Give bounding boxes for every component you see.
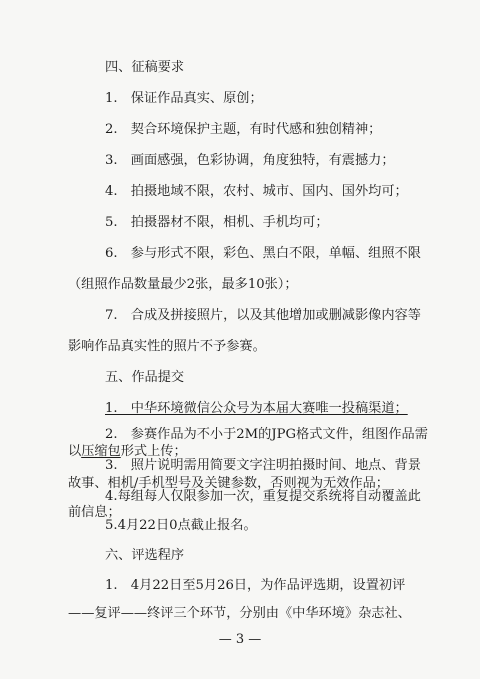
section-heading-requirements: 四、征稿要求 (105, 60, 185, 75)
submission-item-4-cont: 前信息； (68, 505, 121, 520)
page-number: — 3 — (218, 632, 262, 647)
section-heading-review: 六、评选程序 (105, 548, 185, 563)
section-heading-submission: 五、作品提交 (105, 370, 185, 385)
requirement-item-6: 6. 参与形式不限，彩色、黑白不限，单幅、组照不限 (105, 246, 421, 261)
requirement-item-2: 2. 契合环境保护主题，有时代感和独创精神； (105, 122, 382, 137)
requirement-item-4: 4. 拍摄地域不限，农村、城市、国内、国外均可； (105, 184, 408, 199)
submission-item-2-post: 形式上传； (120, 444, 187, 459)
requirement-item-6-cont: （组照作品数量最少2张，最多10张）； (68, 277, 298, 292)
review-item-1-cont: ——复评——终评三个环节，分别由《中华环境》杂志社、 (68, 606, 411, 621)
requirement-item-7-cont: 影响作品真实性的照片不予参赛。 (68, 339, 266, 354)
submission-item-1: 1. 中华环境微信公众号为本届大赛唯一投稿渠道； (105, 401, 408, 416)
review-item-1: 1. 4月22日至5月26日，为作品评选期，设置初评 (105, 578, 406, 593)
submission-item-3-cont: 故事、相机/手机型号及关键参数，否则视为无效作品； (68, 476, 389, 491)
requirement-item-1: 1. 保证作品真实、原创； (105, 91, 263, 106)
requirement-item-3: 3. 画面感强，色彩协调，角度独特，有震撼力； (105, 153, 395, 168)
submission-item-2-pre: 以 (68, 444, 82, 459)
requirement-item-7: 7. 合成及拼接照片，以及其他增加或删减影像内容等 (105, 308, 421, 323)
submission-item-5: 5.4月22日0点截止报名。 (105, 518, 257, 533)
submission-item-2-underlined: 压缩包 (81, 444, 121, 459)
submission-item-4: 4.每组每人仅限参加一次，重复提交系统将自动覆盖此 (105, 489, 421, 504)
requirement-item-5: 5. 拍摄器材不限，相机、手机均可； (105, 215, 329, 230)
submission-item-3: 3. 照片说明需用简要文字注明拍摄时间、地点、背景 (105, 458, 421, 473)
submission-item-2: 2. 参赛作品为不小于2M的JPG格式文件，组图作品需 (105, 427, 428, 442)
